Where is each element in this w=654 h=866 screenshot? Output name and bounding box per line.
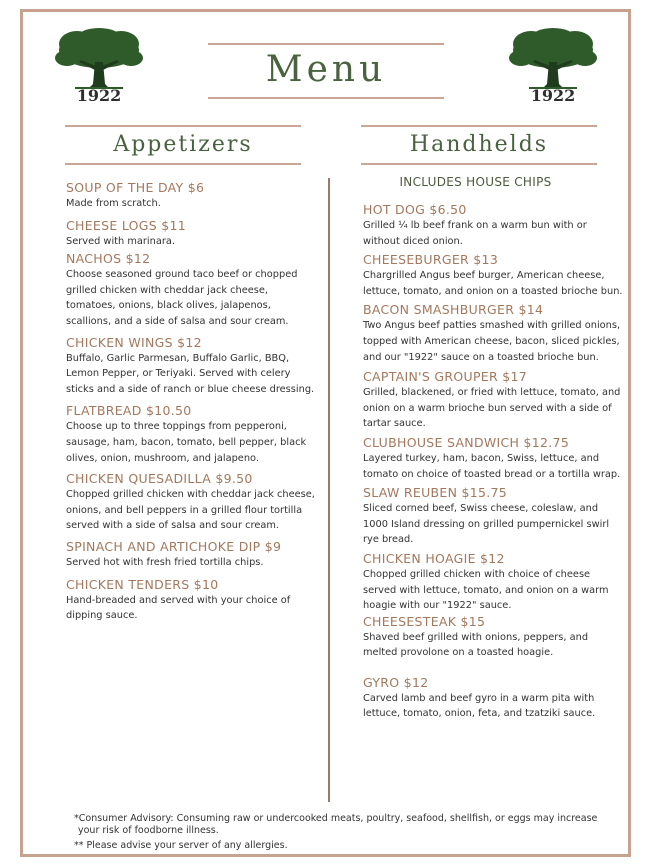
column-divider (328, 178, 330, 802)
menu-item-title: NACHOS $12 (66, 251, 151, 267)
menu-item-description: Two Angus beef patties smashed with grilled onions, topped with American cheese, bacon, sliced pickles, and our "1922" sauce on a toasted brioche bun. (363, 320, 621, 363)
menu-item (363, 202, 625, 249)
menu-item-description: Shaved beef grilled with onions, peppers, and melted provolone on a toasted hoagie. (363, 631, 589, 659)
menu-item (363, 551, 625, 614)
menu-item (66, 180, 316, 212)
menu-item-description: Chargrilled Angus beef burger, American cheese, lettuce, tomato, and onion on a toasted brioche bun. (363, 270, 623, 297)
appetizers-heading: Appetizers (65, 125, 301, 165)
menu-item-title: CHICKEN TENDERS $10 (66, 576, 219, 592)
oak-tree-icon (55, 28, 143, 90)
menu-item (363, 302, 625, 365)
menu-item (363, 614, 625, 661)
menu-item-description: Chopped grilled chicken with cheddar jack cheese, onions, and bell peppers in a grilled flour tortilla served with a side of salsa and sour cream. (66, 489, 315, 532)
menu-item (363, 485, 625, 548)
menu-item-description: Choose seasoned ground taco beef or chopped grilled chicken with cheddar jack cheese, tomatoes, onions, black olives, jalapenos, scallions, and a side of salsa and sour cream. (66, 269, 298, 327)
menu-item-title: HOT DOG $6.50 (363, 202, 467, 217)
menu-item-title: CHICKEN HOAGIE $12 (363, 550, 505, 566)
menu-item-description: Choose up to three toppings from pepperoni, sausage, ham, bacon, tomato, bell pepper, black olives, onion, mushroom, and jalapeno. (66, 421, 307, 464)
menu-item-description: Grilled, blackened, or fried with lettuce, tomato, and onion on a warm brioche bun served with a side of tartar sauce. (363, 387, 621, 430)
menu-item-description: Sliced corned beef, Swiss cheese, coleslaw, and 1000 Island dressing on grilled pumpernickel swirl rye bread. (363, 503, 610, 546)
menu-item-title: CHEESEBURGER $13 (363, 252, 499, 268)
menu-item-title: CAPTAIN'S GROUPER $17 (363, 369, 528, 385)
handhelds-note: INCLUDES HOUSE CHIPS (399, 175, 552, 189)
menu-item (66, 471, 316, 534)
menu-item-title: SOUP OF THE DAY $6 (66, 180, 205, 195)
logo-year: 1922 (76, 86, 122, 105)
menu-item-description: Carved lamb and beef gyro in a warm pita with lettuce, tomato, onion, feta, and tzatziki sauce. (363, 692, 596, 720)
menu-item-description: Hand-breaded and served with your choice of dipping sauce. (66, 594, 291, 622)
menu-item-description: Grilled ¼ lb beef frank on a warm bun with or without diced onion. (363, 220, 587, 247)
logo-right (509, 28, 597, 105)
menu-item-description: Layered turkey, ham, bacon, Swiss, lettuce, and tomato on choice of toasted bread or a tortilla wrap. (363, 452, 621, 480)
menu-item (66, 218, 316, 250)
menu-item-description: Buffalo, Garlic Parmesan, Buffalo Garlic, BBQ, Lemon Pepper, or Teriyaki. Served with celery sticks and a side of ranch or blue cheese dressing. (66, 352, 315, 395)
advisory-line-1: *Consumer Advisory: Consuming raw or undercooked meats, poultry, seafood, shellfish, or eggs may increase (74, 813, 598, 824)
menu-item (363, 675, 625, 722)
menu-item-title: CHICKEN WINGS $12 (66, 334, 202, 350)
menu-item-description: Chopped grilled chicken with choice of cheese served with lettuce, tomato, and onion on a warm hoagie with our "1922" sauce. (363, 568, 609, 612)
menu-item-title: BACON SMASHBURGER $14 (363, 302, 544, 318)
menu-item-title: CLUBHOUSE SANDWICH $12.75 (363, 434, 570, 450)
advisory-line-2: your risk of foodborne illness. (78, 825, 219, 836)
appetizers-list (66, 180, 316, 624)
menu-item (66, 577, 316, 624)
menu-item (66, 539, 316, 571)
menu-item-title: SPINACH AND ARTICHOKE DIP $9 (66, 538, 282, 554)
logo-left (55, 28, 143, 105)
logo-year: 1922 (530, 86, 576, 105)
menu-item-title: CHEESE LOGS $11 (66, 217, 187, 233)
menu-item-title: CHICKEN QUESADILLA $9.50 (66, 471, 253, 487)
menu-item-title: GYRO $12 (363, 674, 429, 690)
menu-item-title: CHEESESTEAK $15 (363, 613, 486, 629)
menu-item (363, 369, 625, 432)
menu-item-description: Served hot with fresh fried tortilla chips. (66, 556, 264, 568)
menu-item-title: SLAW REUBEN $15.75 (363, 485, 508, 501)
menu-item (66, 403, 316, 466)
menu-item (66, 335, 316, 398)
allergy-note: ** Please advise your server of any allergies. (74, 840, 288, 851)
menu-item-description: Served with marinara. (66, 235, 175, 247)
menu-item-description: Made from scratch. (66, 198, 161, 209)
menu-item (66, 251, 316, 329)
handhelds-list (363, 202, 625, 722)
oak-tree-icon (509, 28, 597, 90)
page-title: Menu (208, 43, 444, 99)
menu-item (363, 252, 625, 299)
menu-item-title: FLATBREAD $10.50 (66, 403, 192, 419)
consumer-advisory (74, 813, 614, 852)
handhelds-heading: Handhelds (361, 125, 597, 165)
menu-item (363, 435, 625, 482)
